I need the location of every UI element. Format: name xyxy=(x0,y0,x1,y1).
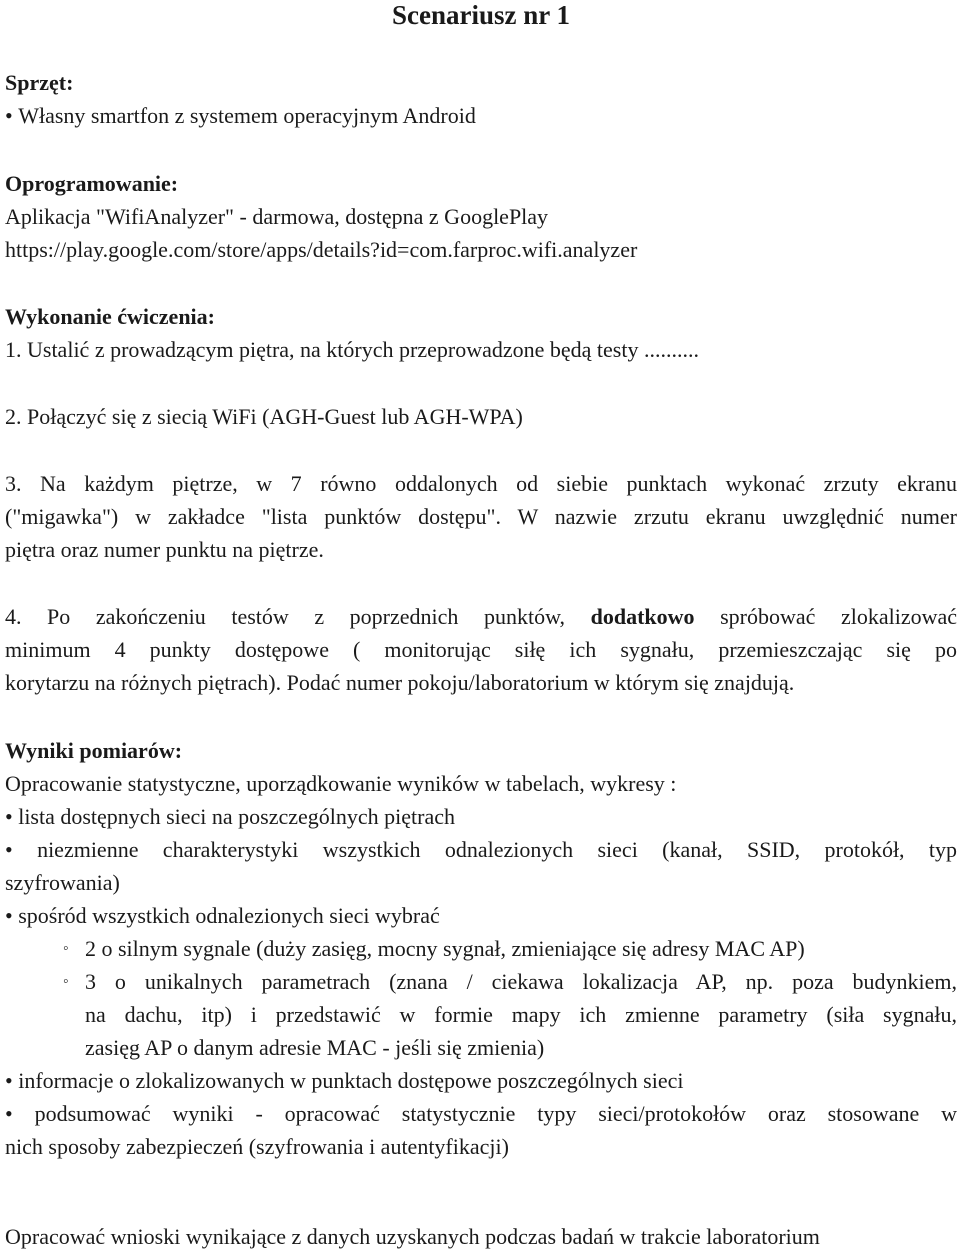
oprogramowanie-app-line: Aplikacja "WifiAnalyzer" - darmowa, dostępna z GooglePlay xyxy=(5,204,549,229)
wyniki-subitem-2-line-3: zasięg AP o danym adresie MAC - jeśli się zmienia) xyxy=(85,1035,545,1060)
step-3-block xyxy=(5,467,957,566)
wyniki-subitem-2-line-2: na dachu, itp) i przedstawić w formie mapy ich zmienne parametry (siła sygnału, xyxy=(85,1002,957,1027)
step-1: 1. Ustalić z prowadzącym piętra, na których przeprowadzone będą testy .......... xyxy=(5,337,699,362)
wyniki-intro: Opracowanie statystyczne, uporządkowanie wyników w tabelach, wykresy : xyxy=(5,771,677,796)
step-4-bold-word: dodatkowo xyxy=(590,604,695,629)
step-4-line-1-end: spróbować zlokalizować xyxy=(720,604,958,629)
section-wykonanie xyxy=(5,300,957,366)
section-oprogramowanie xyxy=(5,167,957,266)
wyniki-subitem-2-line-1: ◦ 3 o unikalnych parametrach (znana / ciekawa lokalizacja AP, np. poza budynkiem, xyxy=(5,965,957,998)
step-4-line-2: minimum 4 punkty dostępowe ( monitorując siłę ich sygnału, przemieszczając się po xyxy=(5,637,957,662)
wyniki-bullet-1: • lista dostępnych sieci na poszczególnych piętrach xyxy=(5,800,957,833)
step-3-line-2: ("migawka") w zakładce "lista punktów dostępu". W nazwie zrzutu ekranu uwzględnić numer xyxy=(5,504,957,529)
step-2: 2. Połączyć się z siecią WiFi (AGH-Guest lub AGH-WPA) xyxy=(5,404,523,429)
section-heading-wyniki: Wyniki pomiarów: xyxy=(5,738,183,763)
wyniki-bullet-5-line-1: • podsumować wyniki - opracować statystycznie typy sieci/protokołów oraz stosowane w xyxy=(5,1097,957,1130)
oprogramowanie-url: https://play.google.com/store/apps/details?id=com.farproc.wifi.analyzer xyxy=(5,237,638,262)
step-4-line-3: korytarzu na różnych piętrach). Podać numer pokoju/laboratorium w którym się znajdują. xyxy=(5,670,795,695)
section-heading-wykonanie: Wykonanie ćwiczenia: xyxy=(5,304,215,329)
section-heading-oprogramowanie: Oprogramowanie: xyxy=(5,171,179,196)
wyniki-bullet-2-line-1: • niezmienne charakterystyki wszystkich odnalezionych sieci (kanał, SSID, protokół, typ xyxy=(5,833,957,866)
step-4-block xyxy=(5,600,957,699)
step-2-block xyxy=(5,400,957,433)
section-wnioski xyxy=(5,1220,957,1253)
section-wyniki xyxy=(5,734,957,1163)
wnioski-line: Opracować wnioski wynikające z danych uzyskanych podczas badań w trakcie laboratorium xyxy=(5,1224,820,1249)
step-4-line-1 xyxy=(5,600,957,633)
wyniki-bullet-5-line-2: nich sposoby zabezpieczeń (szyfrowania i autentyfikacji) xyxy=(5,1134,509,1159)
section-heading-sprzet: Sprzęt: xyxy=(5,70,74,95)
section-sprzet xyxy=(5,66,957,132)
title-block xyxy=(5,0,957,30)
wyniki-bullet-3: • spośród wszystkich odnalezionych sieci wybrać xyxy=(5,899,957,932)
wyniki-bullet-4: • informacje o zlokalizowanych w punktach dostępowe poszczególnych sieci xyxy=(5,1064,957,1097)
page-title: Scenariusz nr 1 xyxy=(391,0,570,30)
step-4-line-1-start: 4. Po zakończeniu testów z poprzednich punktów, xyxy=(5,604,566,629)
step-3-line-3: piętra oraz numer punktu na piętrze. xyxy=(5,537,324,562)
wyniki-subitem-1: ◦ 2 o silnym sygnale (duży zasięg, mocny sygnał, zmieniające się adresy MAC AP) xyxy=(5,932,957,965)
sprzet-item: • Własny smartfon z systemem operacyjnym Android xyxy=(5,99,957,132)
step-3-line-1: 3. Na każdym piętrze, w 7 równo oddalonych od siebie punktach wykonać zrzuty ekranu xyxy=(5,471,957,496)
wyniki-bullet-2-line-2: szyfrowania) xyxy=(5,870,120,895)
